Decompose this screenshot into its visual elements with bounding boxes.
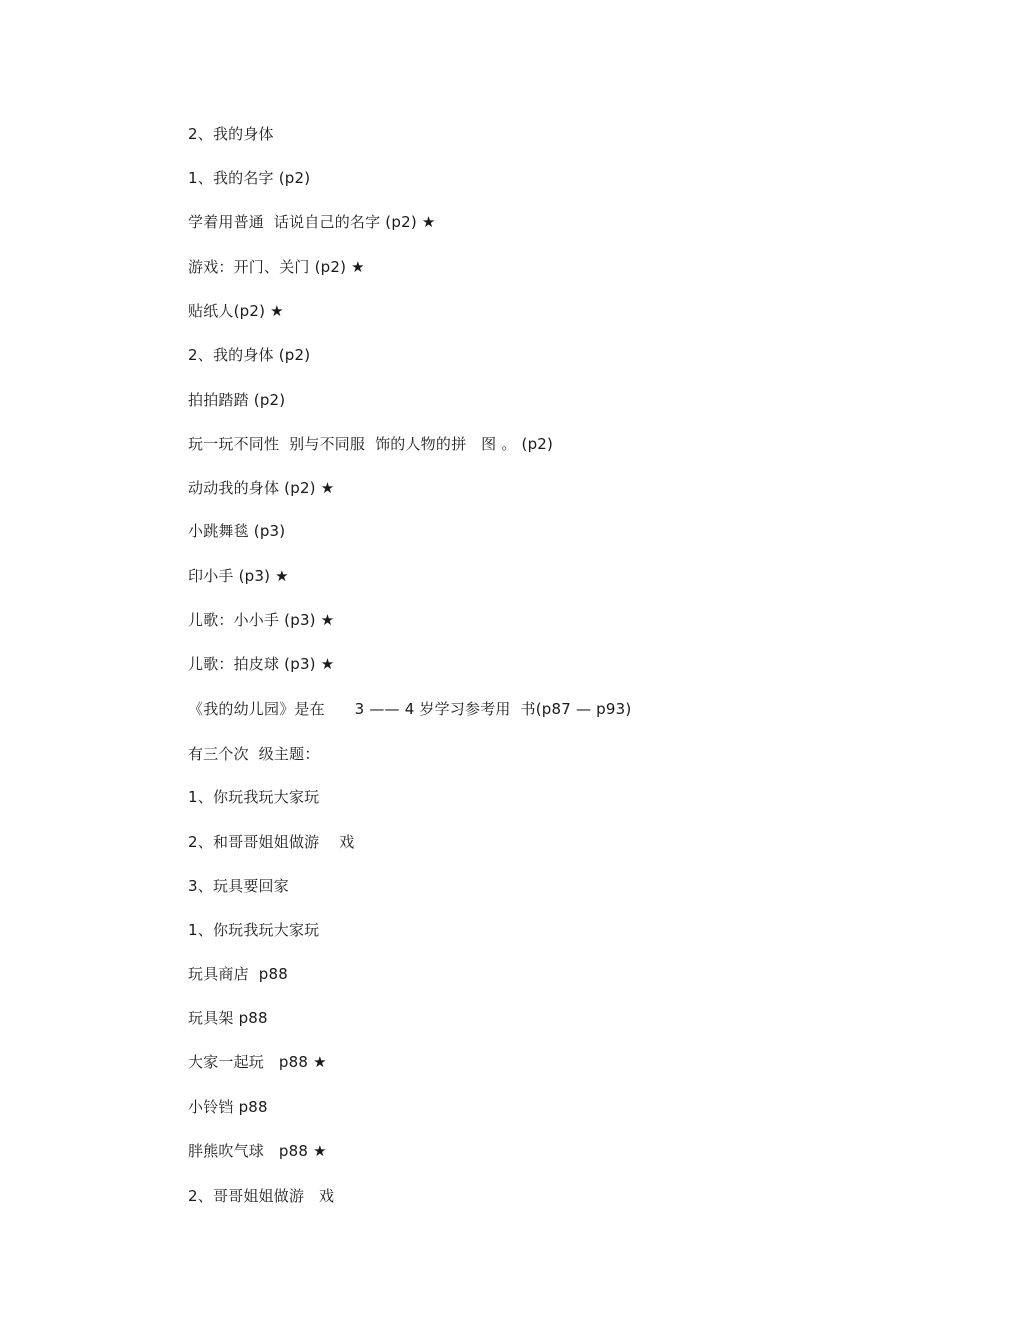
text-line: 2、我的身体 (p2) — [188, 346, 311, 364]
text-line: 小铃铛 p88 — [188, 1098, 268, 1116]
text-line: 《我的幼儿园》是在 3 —— 4 岁学习参考用 书(p87 — p93) — [188, 700, 632, 718]
text-line: 儿歌：拍皮球 (p3) ★ — [188, 655, 335, 673]
text-line: 玩具商店 p88 — [188, 965, 288, 983]
text-line: 2、和哥哥姐姐做游 戏 — [188, 833, 355, 851]
text-line: 3、玩具要回家 — [188, 877, 289, 895]
text-line: 小跳舞毯 (p3) — [188, 522, 286, 540]
text-line: 2、哥哥姐姐做游 戏 — [188, 1187, 335, 1205]
text-line: 1、你玩我玩大家玩 — [188, 788, 320, 806]
text-line: 游戏：开门、关门 (p2) ★ — [188, 258, 365, 276]
text-line: 玩具架 p88 — [188, 1009, 268, 1027]
text-line: 1、你玩我玩大家玩 — [188, 921, 320, 939]
text-line: 1、我的名字 (p2) — [188, 169, 311, 187]
text-line: 儿歌：小小手 (p3) ★ — [188, 611, 335, 629]
text-line: 有三个次 级主题： — [188, 745, 320, 763]
text-line: 动动我的身体 (p2) ★ — [188, 479, 335, 497]
text-line: 拍拍踏踏 (p2) — [188, 391, 286, 409]
text-line: 贴纸人(p2) ★ — [188, 302, 284, 320]
text-line: 玩一玩不同性 别与不同服 饰的人物的拼 图 。 (p2) — [188, 435, 554, 453]
text-line: 2、我的身体 — [188, 125, 274, 143]
text-line: 学着用普通 话说自己的名字 (p2) ★ — [188, 213, 436, 231]
text-line: 印小手 (p3) ★ — [188, 567, 289, 585]
text-line: 胖熊吹气球 p88 ★ — [188, 1142, 327, 1160]
text-line: 大家一起玩 p88 ★ — [188, 1053, 327, 1071]
